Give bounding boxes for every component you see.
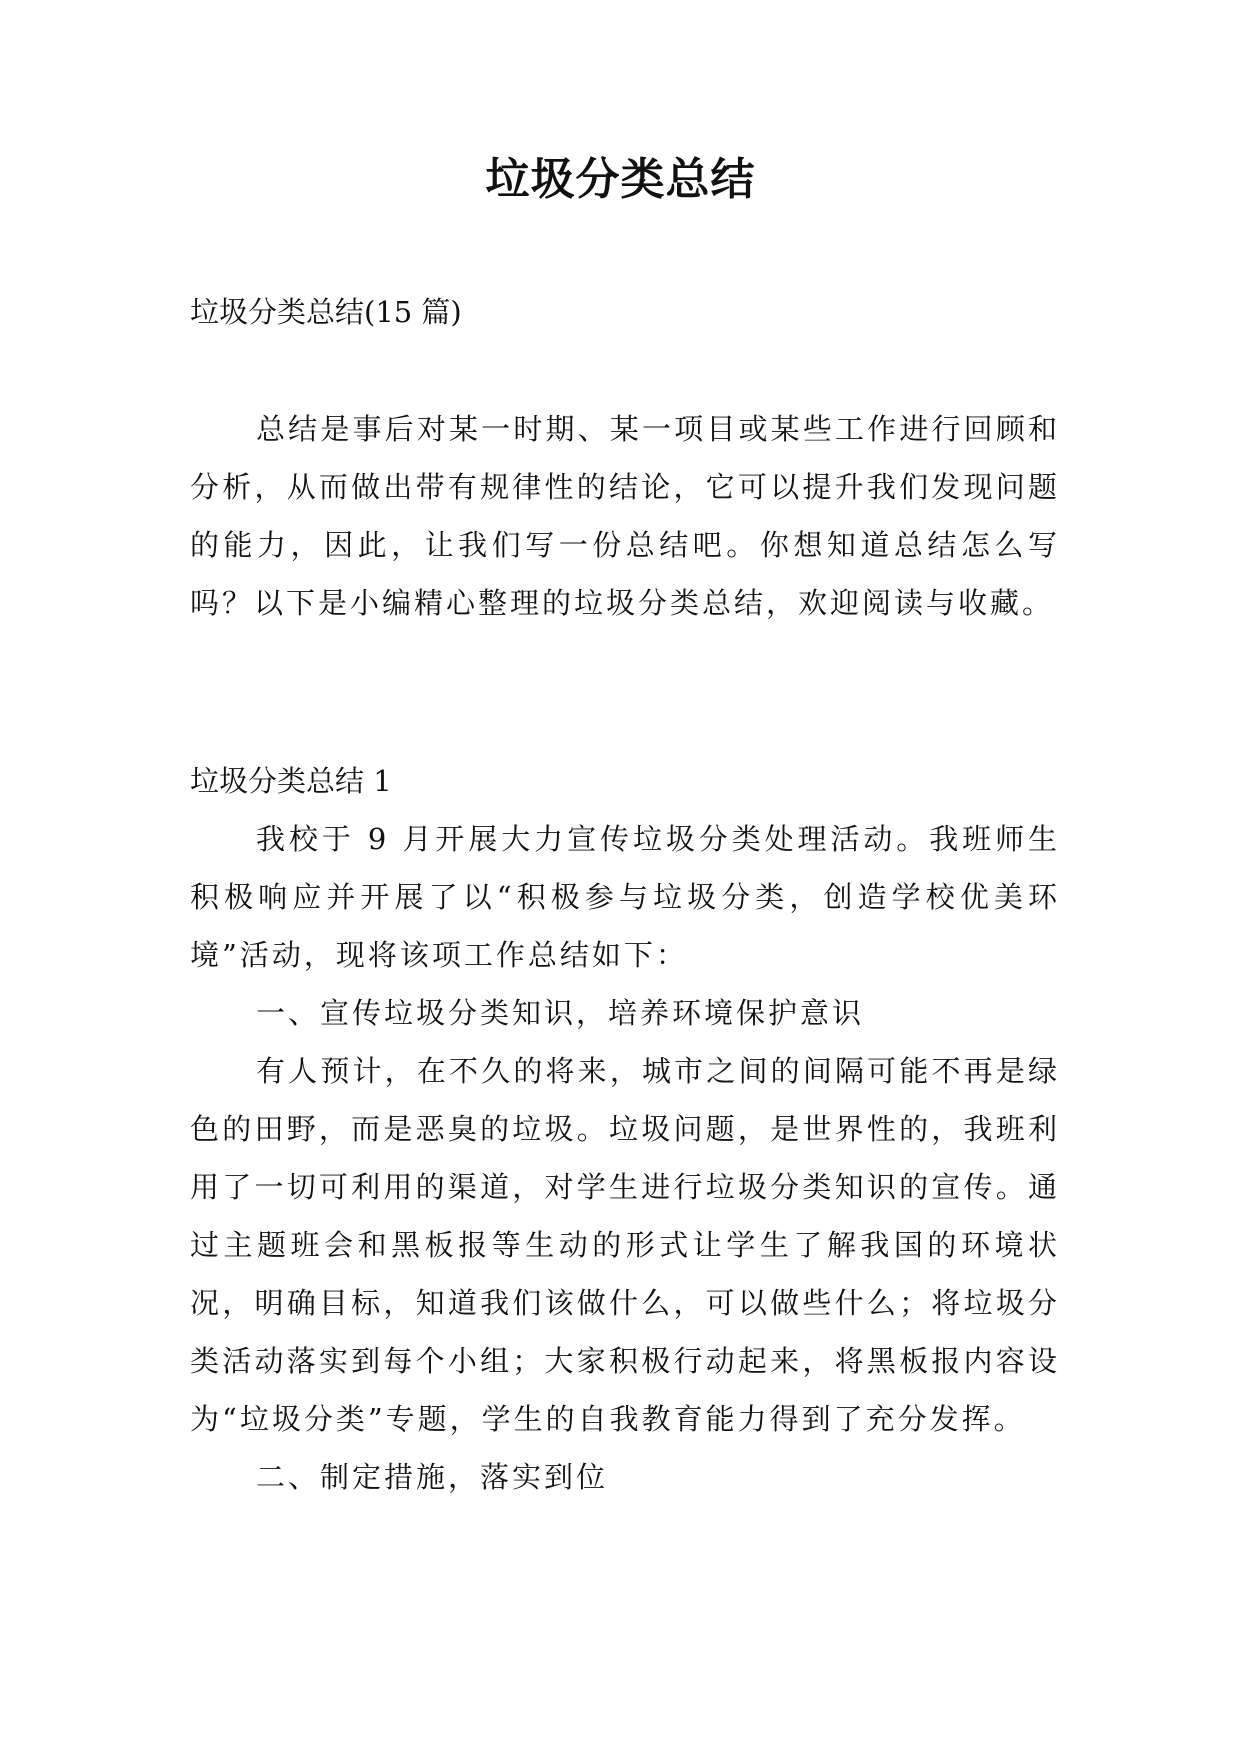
intro-paragraph: 总结是事后对某一时期、某一项目或某些工作进行回顾和分析，从而做出带有规律性的结论，它可以提升我们发现问题的能力，因此，让我们写一份总结吧。你想知道总结怎么写吗？以下是小编精心整理的垃圾分类总结，欢迎阅读与收藏。 <box>190 412 1060 620</box>
section-paragraph-1: 我校于 9 月开展大力宣传垃圾分类处理活动。我班师生积极响应并开展了以“积极参与垃圾分类，创造学校优美环境”活动，现将该项工作总结如下： <box>190 822 1060 972</box>
section-subheading-1: 一、宣传垃圾分类知识，培养环境保护意识 <box>256 996 865 1030</box>
section-heading: 垃圾分类总结 1 <box>190 764 392 798</box>
section-subheading-2: 二、制定措施，落实到位 <box>256 1460 609 1494</box>
document-subtitle: 垃圾分类总结(15 篇) <box>190 295 462 329</box>
section-paragraph-2: 有人预计，在不久的将来，城市之间的间隔可能不再是绿色的田野，而是恶臭的垃圾。垃圾问题，是世界性的，我班利用了一切可利用的渠道，对学生进行垃圾分类知识的宣传。通过主题班会和黑板报等生动的形式让学生了解我国的环境状况，明确目标，知道我们该做什么，可以做些什么；将垃圾分类活动落实到每个小组；大家积极行动起来，将黑板报内容设为“垃圾分类”专题，学生的自我教育能力得到了充分发挥。 <box>190 1054 1060 1436</box>
section-body <box>190 810 1060 1506</box>
document-title: 垃圾分类总结 <box>485 154 756 205</box>
intro-section <box>190 400 1060 632</box>
